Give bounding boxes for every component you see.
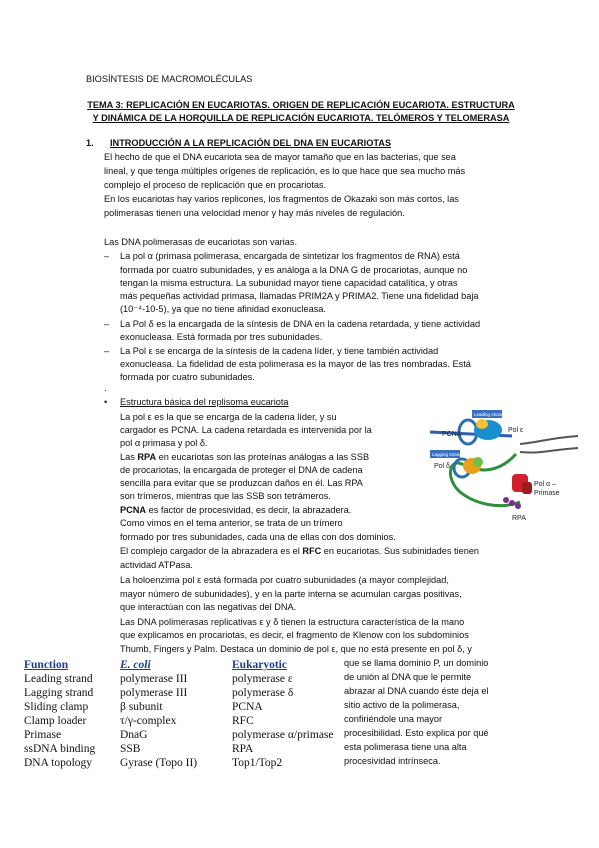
rpa-blob <box>503 497 509 503</box>
right-text-line: sitio activo de la polimerasa, <box>344 700 460 710</box>
table-row <box>24 756 344 770</box>
replisome-line: son trímeros, mientras que las SSB son tetrámeros. <box>120 491 331 501</box>
right-text-line: procesividad intrínseca. <box>344 756 441 766</box>
pol-alpha-line: La pol α (primasa polimerasa, encargada de sintetizar los fragmentos de RNA) está <box>120 251 460 261</box>
replisome-line <box>120 545 479 558</box>
rfc-bold: RFC <box>302 546 322 556</box>
replisome-line: sencilla para evitar que se produzcan daños en él. Las RPA <box>120 478 363 488</box>
topic-title-line-2: Y DINÁMICA DE LA HORQUILLA DE REPLICACIÓN EUCARIOTA. TELÓMEROS Y TELOMERASA <box>92 113 510 123</box>
table-cell: RFC <box>232 715 254 727</box>
replisome-line: La pol ε es la que se encarga de la cadena líder, y su <box>120 412 337 422</box>
rpa-blob <box>515 503 521 509</box>
table-cell: polymerase α/primase <box>232 729 334 741</box>
dash-marker: – <box>104 319 110 329</box>
table-cell: Lagging strand <box>24 687 94 699</box>
section-number: 1. <box>86 138 94 148</box>
replisome-bullet <box>104 396 289 409</box>
pol-epsilon-item <box>104 345 438 358</box>
pol-alpha-line: formada por cuatro subunidades, y es análoga a la DNA G de procariotas, aunque no <box>120 265 468 275</box>
lagging-strand <box>450 454 520 506</box>
pol-alpha-line: más pequeñas actividad primasa, llamadas PRIM2A y PRIMA2. Tiene una fidelidad baja <box>120 291 479 301</box>
replisome-line: pol α primasa y pol δ. <box>120 438 208 448</box>
leading-strand-label: Leading strand <box>474 412 504 417</box>
intro-line: El hecho de que el DNA eucariota sea de mayor tamaño que en las bacterias, que sea <box>104 152 456 162</box>
pol-alpha-label: Pol α – <box>534 481 556 488</box>
topic-title-line-1: TEMA 3: REPLICACIÓN EN EUCARIOTAS. ORIGEN DE REPLICACIÓN EUCARIOTA. ESTRUCTURA <box>87 100 515 110</box>
table-cell: SSB <box>120 743 141 755</box>
table-row <box>24 728 344 742</box>
table-cell: Leading strand <box>24 673 93 685</box>
replisome-line: de procariotas, la encargada de proteger el DNA de cadena <box>120 465 363 475</box>
pol-epsilon-subunit <box>476 419 488 429</box>
table-row <box>24 686 344 700</box>
table-row <box>24 714 344 728</box>
pol-delta-item <box>104 318 480 331</box>
document-header: BIOSÍNTESIS DE MACROMOLÉCULAS <box>86 74 253 84</box>
polymerase-intro: Las DNA polimerasas de eucariotas son varias. <box>104 237 298 247</box>
replisome-line: cargador es PCNA. La cadena retardada es intervenida por la <box>120 425 372 435</box>
table-cell: polymerase III <box>120 673 188 685</box>
table-cell: Gyrase (Topo II) <box>120 757 198 769</box>
pol-epsilon-label: Pol ε <box>508 427 524 434</box>
table-cell: DnaG <box>120 729 148 741</box>
table-cell: polymerase III <box>120 687 188 699</box>
pol-epsilon-line: La Pol ε se encarga de la síntesis de la cadena líder, y tiene también actividad <box>120 346 439 356</box>
pcna-label: PCNA <box>442 431 462 438</box>
replisome-line: Las DNA polimerasas replicativas ε y δ tienen la estructura característica de la mano <box>120 617 465 627</box>
replisome-line: mayor número de subunidades), y en la parte interna se acumulan cargas positivas, <box>120 589 462 599</box>
replisome-line <box>120 504 351 517</box>
text-run: El complejo cargador de la abrazadera es el <box>120 546 303 556</box>
table-cell: polymerase ε <box>232 673 293 685</box>
section-title: INTRODUCCIÓN A LA REPLICACIÓN DEL DNA EN EUCARIOTAS <box>110 138 392 148</box>
table-cell: β subunit <box>120 701 163 713</box>
pol-delta-line: La Pol δ es la encargada de la síntesis de DNA en la cadena retardada, y tiene actividad <box>120 319 481 329</box>
intro-line: En los eucariotas hay varios replicones, los fragmentos de Okazaki son más cortos, las <box>104 194 459 204</box>
dash-marker: – <box>104 251 110 261</box>
section-heading <box>86 137 391 150</box>
pol-delta-subunit <box>473 457 483 467</box>
table-cell: Primase <box>24 729 62 741</box>
right-text-line: que se llama dominio P, un dominio <box>344 658 489 668</box>
pol-epsilon-line: formada por cuatro subunidades. <box>120 372 255 382</box>
replisome-line: La holoenzima pol ε está formada por cuatro subunidades (a mayor complejidad, <box>120 575 449 585</box>
right-text-line: confiriéndole una mayor <box>344 714 443 724</box>
replisome-line: Como vimos en el tema anterior, se trata de un trímero <box>120 518 343 528</box>
dash-marker: – <box>104 346 110 356</box>
lagging-strand-label: Lagging strand <box>432 452 462 457</box>
primase-label: Primase <box>534 490 560 497</box>
intro-line: complejo el proceso de replicación que en procariotas. <box>104 180 327 190</box>
table-cell: τ/γ-complex <box>120 715 177 727</box>
text-run: es factor de procesividad, es decir, la abrazadera. <box>146 505 352 515</box>
bullet-marker: • <box>104 397 108 407</box>
pol-epsilon-line: exonucleasa. La fidelidad de esta polimerasa es la mayor de las tres nombradas. Está <box>120 359 471 369</box>
intro-line: lineal, y que tenga múltiples orígenes de replicación, es lo que hace que sea mucho más <box>104 166 466 176</box>
parental-dna-strand <box>520 448 578 453</box>
pol-delta-line: exonucleasa. Está formada por tres subunidades. <box>120 332 323 342</box>
replisome-line: formado por tres subunidades, cada una de ellas con dos dominios. <box>120 532 396 542</box>
replisome-line <box>120 451 369 464</box>
right-text-line: abrazar al DNA cuando éste deja el <box>344 686 489 696</box>
text-run: en eucariotas son las proteínas análogas a las SSB <box>156 452 370 462</box>
function-comparison-table <box>24 658 344 768</box>
text-run: Las <box>120 452 138 462</box>
header-eukaryotic: Eukaryotic <box>232 659 287 671</box>
table-cell: PCNA <box>232 701 263 713</box>
rpa-blob <box>509 500 515 506</box>
replisome-title: Estructura básica del replisoma eucariota <box>120 397 289 407</box>
stray-dot: . <box>104 383 107 393</box>
table-row <box>24 742 344 756</box>
pol-alpha-line: tengan la misma estructura. La subunidad mayor tiene capacidad catalítica, y otras <box>120 278 458 288</box>
table-cell: Sliding clamp <box>24 701 89 713</box>
pcna-bold: PCNA <box>120 505 147 515</box>
pol-delta-label: Pol δ <box>434 463 450 470</box>
table-cell: DNA topology <box>24 757 93 769</box>
right-text-line: esta polimerasa tiene una alta <box>344 742 467 752</box>
table-cell: Top1/Top2 <box>232 757 283 769</box>
replisome-line: que explicamos en procariotas, es decir, el fragmento de Klenow con los subdominios <box>120 630 469 640</box>
pol-alpha-item <box>104 250 460 263</box>
header-function: Function <box>24 659 69 671</box>
table-cell: ssDNA binding <box>24 743 96 755</box>
replisome-line: Thumb, Fingers y Palm. Destaca un dominio de pol ε, que no está presente en pol δ, y <box>120 644 472 654</box>
table-row <box>24 700 344 714</box>
text-run: en eucariotas. Sus subinidades tienen <box>321 546 480 556</box>
pol-alpha-line: (10⁻⁴-10-5), ya que no tiene afinidad exonucleasa. <box>120 304 326 314</box>
table-cell: polymerase δ <box>232 687 294 699</box>
table-cell: RPA <box>232 743 254 755</box>
right-text-line: procesibilidad. Esto explica por qué <box>344 728 489 738</box>
parental-dna-strand <box>520 436 578 444</box>
pol-alpha-primase-subunit <box>522 482 532 494</box>
table-row <box>24 672 344 686</box>
table-cell: Clamp loader <box>24 715 87 727</box>
header-ecoli: E. coli <box>120 659 151 671</box>
table-header-row <box>24 658 344 672</box>
right-text-line: de unión al DNA que le permite <box>344 672 472 682</box>
replisome-diagram <box>420 402 580 532</box>
rpa-label: RPA <box>512 515 526 522</box>
rpa-bold: RPA <box>137 452 157 462</box>
replisome-line: actividad ATPasa. <box>120 560 193 570</box>
intro-line: polimerasas tienen una velocidad menor y hay más niveles de regulación. <box>104 208 405 218</box>
replisome-line: que interactúan con las negativas del DNA. <box>120 602 297 612</box>
